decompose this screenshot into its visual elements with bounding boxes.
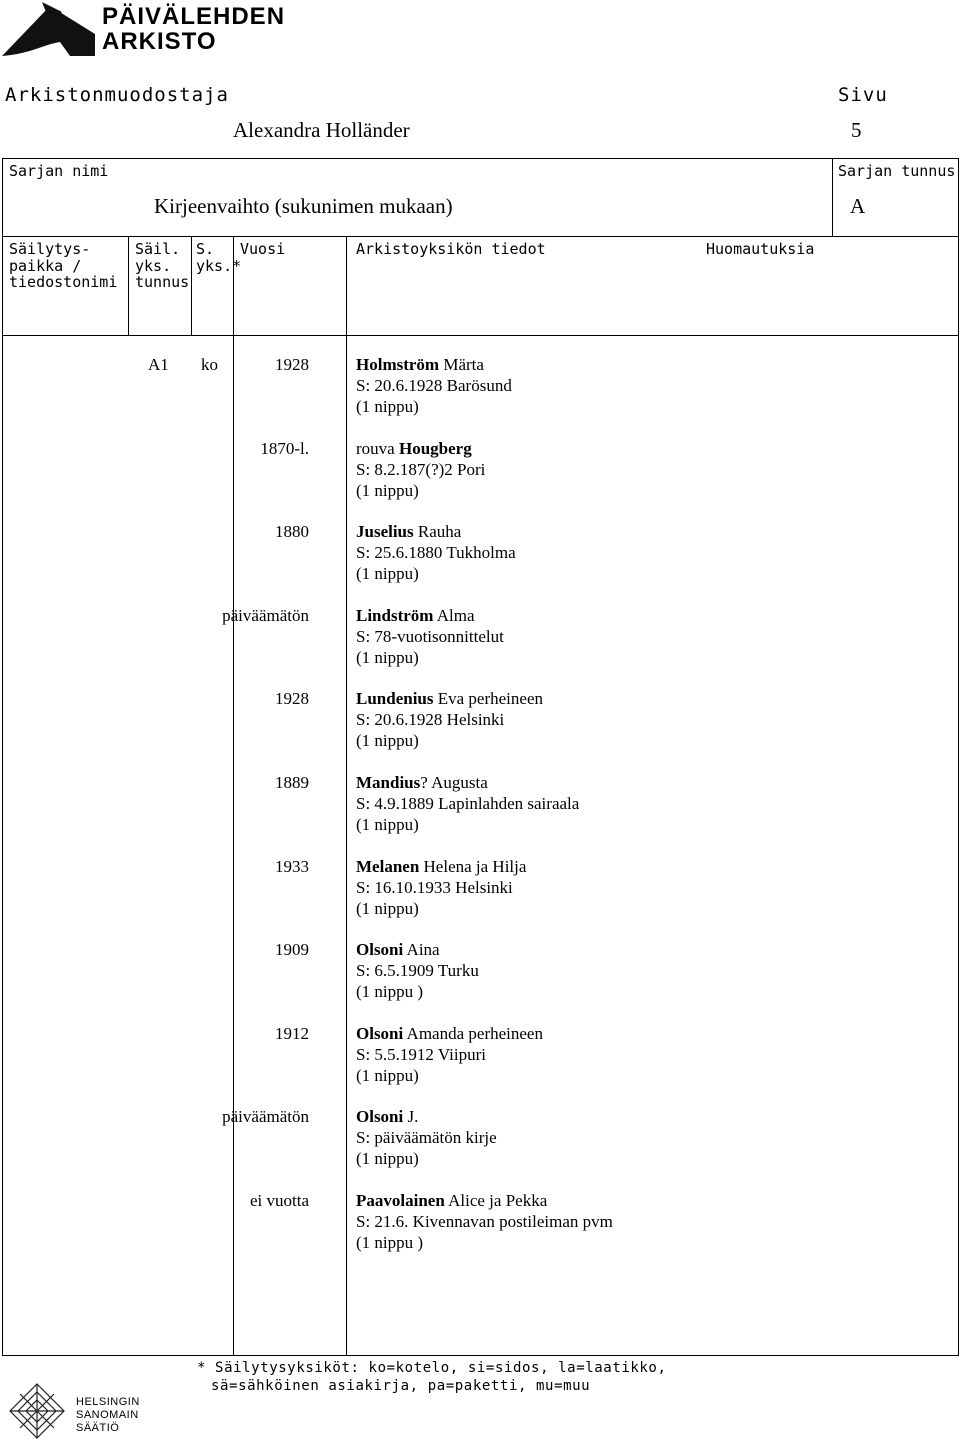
foundation-name-line2: SANOMAIN	[76, 1409, 139, 1421]
row-qty: (1 nippu)	[356, 564, 419, 583]
row-name	[356, 438, 472, 459]
table-row	[0, 354, 960, 417]
row-detail: S: 20.6.1928 Helsinki	[356, 710, 505, 729]
table-row	[0, 438, 960, 501]
logo-text-line1: PÄIVÄLEHDEN	[102, 3, 286, 30]
row-name-rest: Rauha	[413, 522, 462, 541]
col-header-arkistoyksikon-tiedot: Arkistoyksikön tiedot	[356, 240, 546, 258]
row-qty: (1 nippu)	[356, 899, 419, 918]
foundation-name-line3: SÄÄTIÖ	[76, 1422, 120, 1434]
row-name	[356, 688, 543, 709]
row-name-prefix: rouva	[356, 439, 399, 458]
row-detail: S: 4.9.1889 Lapinlahden sairaala	[356, 794, 580, 813]
col-header-huomautuksia: Huomautuksia	[706, 240, 815, 258]
row-name-rest: J.	[403, 1107, 419, 1126]
row-vuosi: 1909	[275, 940, 309, 959]
foundation-name-line1: HELSINGIN	[76, 1396, 140, 1408]
col-header-sailytyspaikka: Säilytys- paikka / tiedostonimi	[9, 240, 118, 291]
row-detail: S: 20.6.1928 Barösund	[356, 376, 512, 395]
sarjan-nimi-value: Kirjeenvaihto (sukunimen mukaan)	[154, 194, 453, 218]
row-name	[356, 1023, 543, 1044]
row-name-rest: ? Augusta	[420, 773, 488, 792]
table-row	[0, 1023, 960, 1086]
storage-units-note-line2: sä=sähköinen asiakirja, pa=paketti, mu=muu	[211, 1378, 591, 1394]
row-vuosi: päiväämätön	[222, 1107, 309, 1126]
table-row	[0, 688, 960, 751]
row-vuosi: 1933	[275, 857, 309, 876]
row-qty: (1 nippu )	[356, 982, 424, 1001]
row-qty: (1 nippu)	[356, 815, 419, 834]
table-row	[0, 1190, 960, 1253]
frame-top-line	[2, 158, 959, 159]
row-name-rest: Helena ja Hilja	[419, 857, 527, 876]
col-header-sail-yks-tunnus: Säil. yks. tunnus	[135, 240, 190, 291]
table-row	[0, 605, 960, 668]
row-vuosi: päiväämätön	[222, 606, 309, 625]
row-vuosi: 1889	[275, 773, 309, 792]
sarjan-tunnus-label: Sarjan tunnus	[838, 162, 956, 180]
row-vuosi: 1880	[275, 522, 309, 541]
archive-logo	[0, 0, 286, 58]
table-row	[0, 856, 960, 919]
col-divider-2	[191, 236, 192, 336]
table-row	[0, 521, 960, 584]
row-name-rest: Alma	[433, 606, 475, 625]
row-detail: S: 16.10.1933 Helsinki	[356, 878, 513, 897]
row-name-rest: Aina	[403, 940, 440, 959]
row-qty: (1 nippu)	[356, 1149, 419, 1168]
row-name-bold: Paavolainen	[356, 1191, 445, 1210]
row-detail: S: 21.6. Kivennavan postileiman pvm	[356, 1212, 613, 1231]
row-qty: (1 nippu)	[356, 397, 419, 416]
row-vuosi: 1928	[275, 689, 309, 708]
row-vuosi: 1928	[275, 355, 309, 374]
row-vuosi: 1912	[275, 1024, 309, 1043]
foundation-logo-mark-icon	[6, 1380, 68, 1442]
series-id-divider	[832, 158, 833, 237]
table-row	[0, 772, 960, 835]
frame-bottom-line	[2, 1355, 959, 1356]
table-row	[0, 939, 960, 1002]
arkistonmuodostaja-label: Arkistonmuodostaja	[5, 84, 229, 106]
row-detail: S: 78-vuotisonnittelut	[356, 627, 504, 646]
sivu-label: Sivu	[838, 84, 888, 106]
logo-text-line2: ARKISTO	[102, 28, 217, 55]
row-name-bold: Olsoni	[356, 1024, 404, 1043]
archive-logo-mark-icon	[0, 0, 96, 58]
arkistonmuodostaja-value: Alexandra Holländer	[233, 118, 410, 142]
frame-left-line	[2, 158, 3, 1356]
row-name	[356, 772, 488, 793]
row-name	[356, 521, 461, 542]
col-header-s-yks: S. yks.*	[196, 240, 242, 275]
row-name-bold: Hougberg	[398, 439, 472, 458]
row-qty: (1 nippu)	[356, 648, 419, 667]
row-name-bold: Melanen	[356, 857, 420, 876]
row-detail: S: 5.5.1912 Viipuri	[356, 1045, 486, 1064]
row-name	[356, 856, 526, 877]
row-name-bold: Juselius	[356, 522, 414, 541]
storage-units-note-line1: * Säilytysyksiköt: ko=kotelo, si=sidos, la=laatikko,	[197, 1360, 667, 1376]
row-name-bold: Lundenius	[356, 689, 434, 708]
row-detail: S: 25.6.1880 Tukholma	[356, 543, 516, 562]
row-detail: S: 8.2.187(?)2 Pori	[356, 460, 486, 479]
row-detail: S: päiväämätön kirje	[356, 1128, 497, 1147]
row-name-rest: Eva perheineen	[433, 689, 543, 708]
row-name	[356, 354, 484, 375]
row-paikka: A1	[148, 355, 169, 374]
row-qty: (1 nippu)	[356, 1066, 419, 1085]
col-divider-1	[128, 236, 129, 336]
sivu-value: 5	[851, 118, 862, 142]
col-header-vuosi: Vuosi	[240, 240, 286, 258]
header-divider-line	[2, 236, 959, 237]
row-name-rest: Märta	[439, 355, 484, 374]
row-name-rest: Amanda perheineen	[403, 1024, 543, 1043]
row-name	[356, 605, 475, 626]
row-name-bold: Olsoni	[356, 1107, 404, 1126]
foundation-logo	[0, 1372, 150, 1444]
frame-right-line	[958, 158, 959, 1356]
row-sail-yks: ko	[201, 355, 218, 374]
sarjan-tunnus-value: A	[850, 194, 866, 218]
table-row	[0, 1106, 960, 1169]
row-vuosi: ei vuotta	[249, 1191, 309, 1210]
row-name	[356, 1190, 547, 1211]
row-qty: (1 nippu )	[356, 1233, 424, 1252]
row-detail: S: 6.5.1909 Turku	[356, 961, 479, 980]
row-name-bold: Lindström	[356, 606, 434, 625]
column-header-bottom-line	[2, 335, 959, 336]
row-name	[356, 939, 440, 960]
row-name-bold: Holmström	[356, 355, 440, 374]
row-qty: (1 nippu)	[356, 731, 419, 750]
row-name-bold: Olsoni	[356, 940, 404, 959]
sarjan-nimi-label: Sarjan nimi	[9, 162, 109, 180]
row-qty: (1 nippu)	[356, 481, 419, 500]
row-name-bold: Mandius	[356, 773, 421, 792]
row-vuosi: 1870-l.	[260, 439, 309, 458]
row-name	[356, 1106, 418, 1127]
row-name-rest: Alice ja Pekka	[444, 1191, 548, 1210]
